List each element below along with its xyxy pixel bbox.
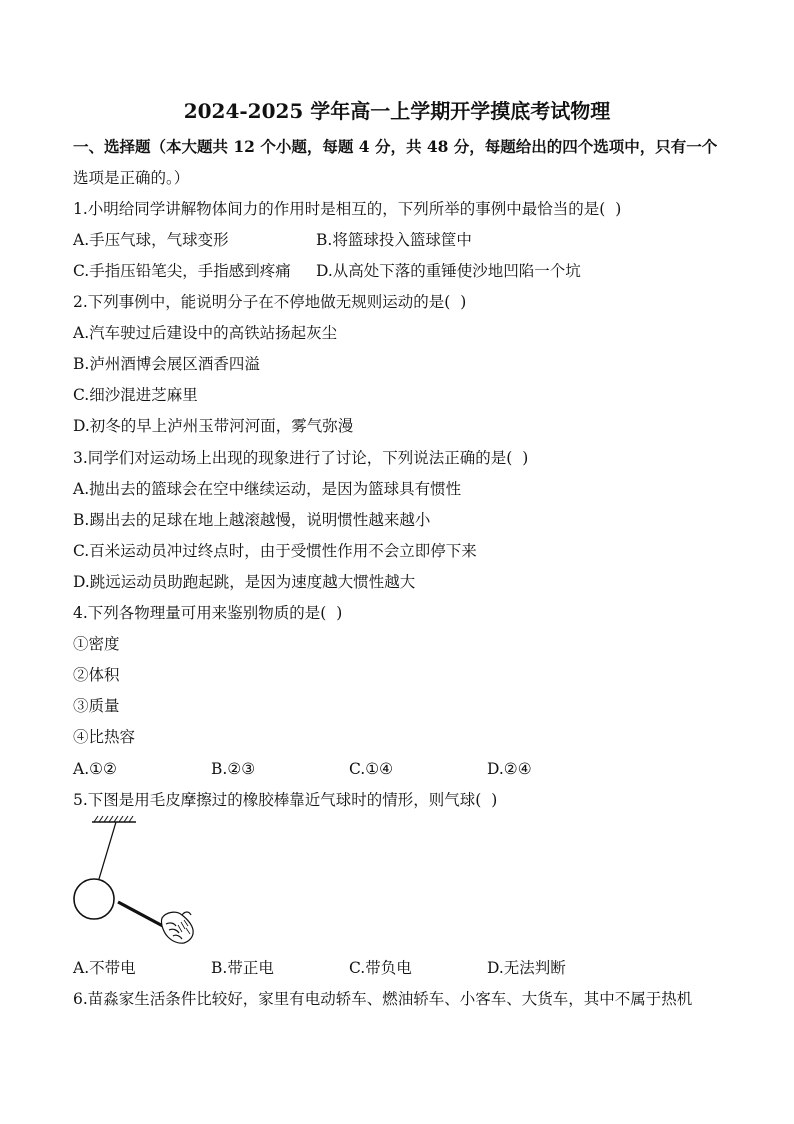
question-5-option-c: C.带负电 xyxy=(349,959,412,977)
question-2-option-c: C.细沙混进芝麻里 xyxy=(73,386,198,404)
balloon-rod-diagram xyxy=(66,812,206,952)
question-4-option-d: D.②④ xyxy=(487,760,532,778)
question-3-stem: 3.同学们对运动场上出现的现象进行了讨论，下列说法正确的是( ) xyxy=(73,449,529,467)
question-5-option-b: B.带正电 xyxy=(211,959,274,977)
exam-title: 2024-2025 学年高一上学期开学摸底考试物理 xyxy=(183,99,611,123)
question-2-option-d: D.初冬的早上泸州玉带河河面，雾气弥漫 xyxy=(73,417,354,435)
question-2-stem: 2.下列事例中，能说明分子在不停地做无规则运动的是( ) xyxy=(73,293,467,311)
question-3-option-b: B.踢出去的足球在地上越滚越慢，说明惯性越来越小 xyxy=(73,511,431,529)
question-3-option-a: A.抛出去的篮球会在空中继续运动，是因为篮球具有惯性 xyxy=(73,480,462,498)
balloon-rod-figure xyxy=(66,812,206,952)
question-5-stem: 5.下图是用毛皮摩擦过的橡胶棒靠近气球时的情形，则气球( ) xyxy=(73,791,498,809)
question-1-option-b: B.将篮球投入篮球筐中 xyxy=(316,231,472,249)
hand-icon xyxy=(161,912,193,943)
question-4-item-2: ②体积 xyxy=(73,666,120,684)
question-4-option-b: B.②③ xyxy=(211,760,256,778)
question-2-option-b: B.泸州酒博会展区酒香四溢 xyxy=(73,355,260,373)
question-3-option-d: D.跳远运动员助跑起跳，是因为速度越大惯性越大 xyxy=(73,573,416,591)
question-3-option-c: C.百米运动员冲过终点时，由于受惯性作用不会立即停下来 xyxy=(73,542,477,560)
ceiling-hatching xyxy=(94,816,133,822)
string-line xyxy=(99,822,116,879)
question-4-option-c: C.①④ xyxy=(349,760,394,778)
question-1-stem: 1.小明给同学讲解物体间力的作用时是相互的，下列所举的事例中最恰当的是( ) xyxy=(73,200,622,218)
question-1-option-d: D.从高处下落的重锤使沙地凹陷一个坑 xyxy=(316,262,581,280)
section-heading-line-2: 选项是正确的。） xyxy=(73,169,190,187)
question-2-option-a: A.汽车驶过后建设中的高铁站扬起灰尘 xyxy=(73,324,338,342)
question-5-option-d: D.无法判断 xyxy=(487,959,566,977)
question-4-item-1: ①密度 xyxy=(73,635,120,653)
question-5-option-a: A.不带电 xyxy=(73,959,136,977)
question-1-option-c: C.手指压铅笔尖，手指感到疼痛 xyxy=(73,262,291,280)
question-4-item-4: ④比热容 xyxy=(73,728,136,746)
section-heading-line-1: 一、选择题（本大题共 12 个小题，每题 4 分，共 48 分，每题给出的四个选项中，只有一个 xyxy=(73,137,718,156)
question-6-stem: 6.苗淼家生活条件比较好，家里有电动轿车、燃油轿车、小客车、大货车，其中不属于热机 xyxy=(73,990,693,1008)
question-4-stem: 4.下列各物理量可用来鉴别物质的是( ) xyxy=(73,604,343,622)
question-4-item-3: ③质量 xyxy=(73,697,120,715)
question-1-option-a: A.手压气球，气球变形 xyxy=(73,231,229,249)
balloon-circle xyxy=(74,879,114,919)
question-4-option-a: A.①② xyxy=(73,760,117,778)
